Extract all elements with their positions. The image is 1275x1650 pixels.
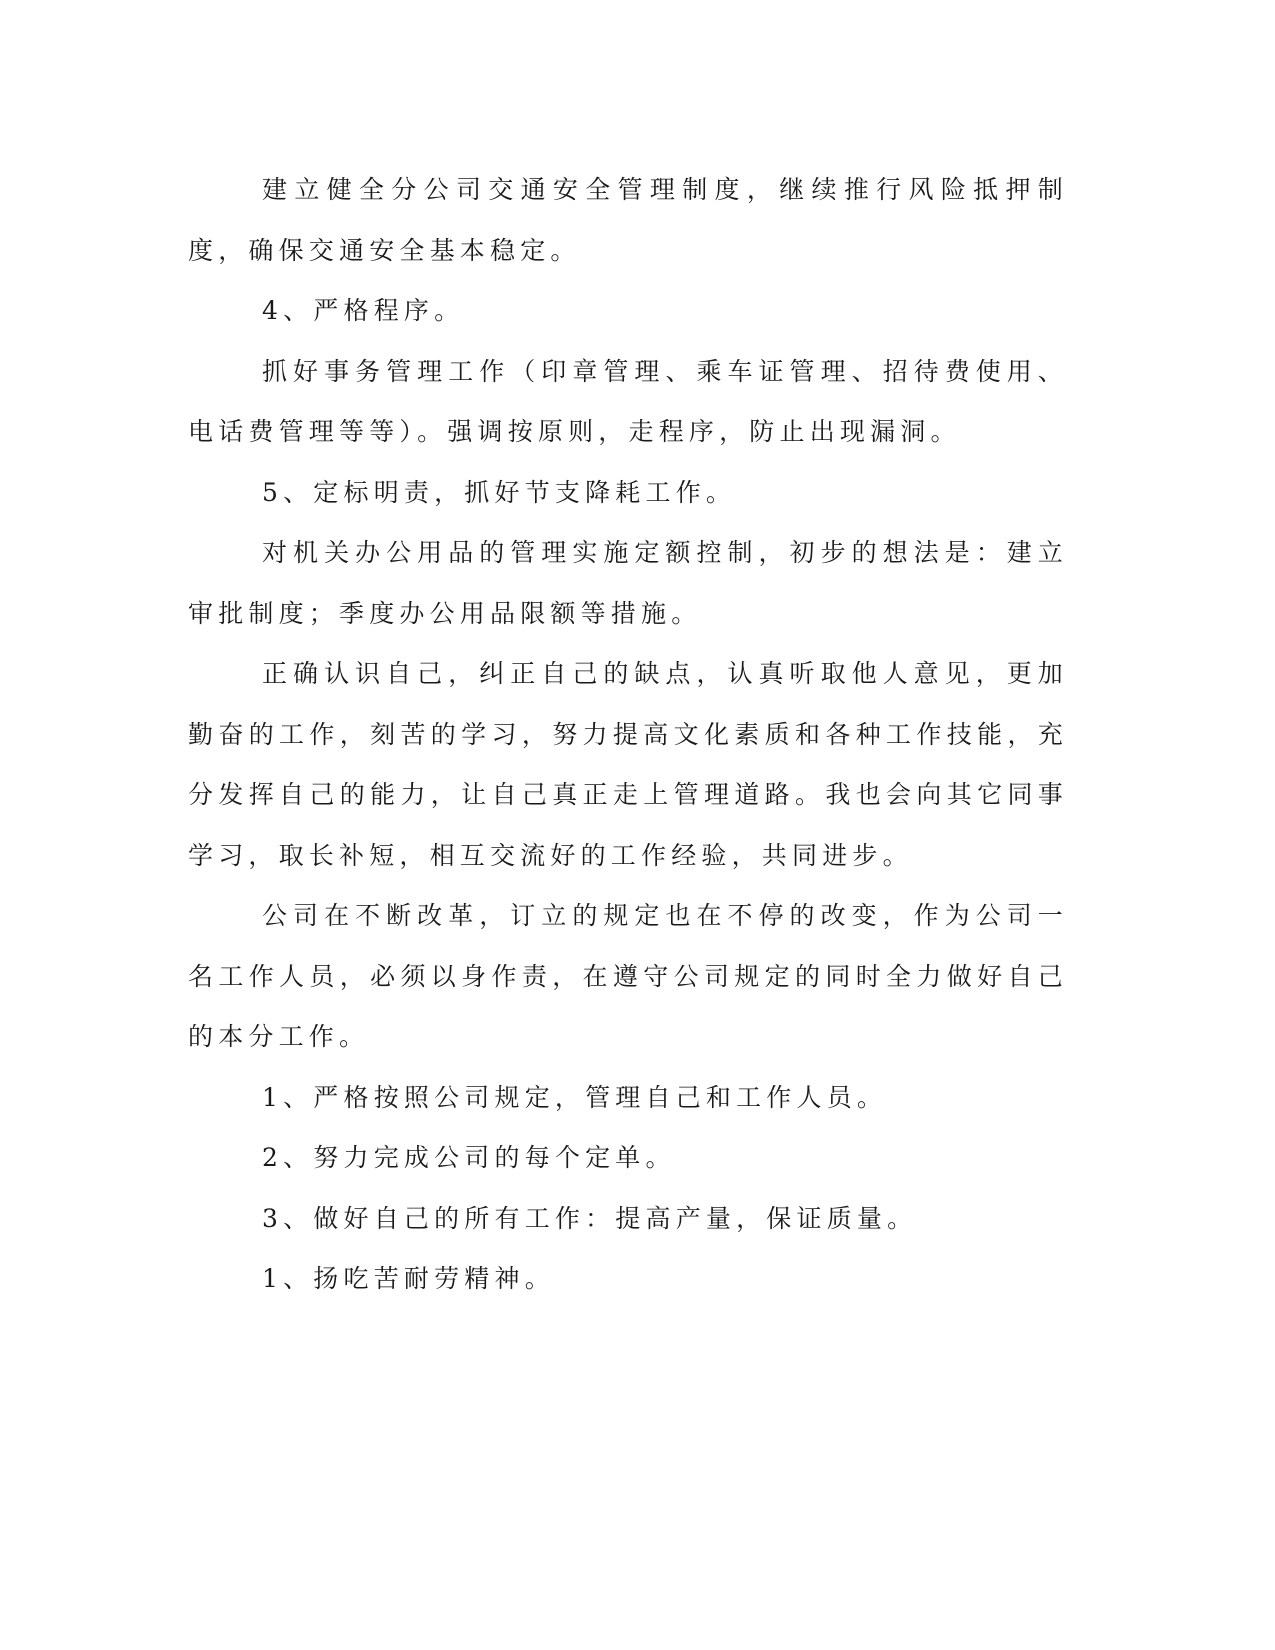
list-item-hard-work-spirit: 1、扬吃苦耐劳精神。 <box>262 1264 555 1293</box>
paragraph-company-reform: 公司在不断改革，订立的规定也在不停的改变，作为公司一名工作人员，必须以身作责，在遵守公司规定的同时全力做好自己的本分工作。 <box>188 901 1068 1051</box>
list-item-quality-output: 3、做好自己的所有工作：提高产量，保证质量。 <box>262 1203 918 1233</box>
paragraph-self-improvement: 正确认识自己，纠正自己的缺点，认真听取他人意见，更加勤奋的工作，刻苦的学习，努力提高文化素质和各种工作技能，充分发挥自己的能力，让自己真正走上管理道路。我也会向其它同事学习，取长补短，相互交流好的工作经验，共同进步。 <box>188 659 1068 870</box>
paragraph-affairs-management: 抓好事务管理工作（印章管理、乘车证管理、招待费使用、电话费管理等等）。强调按原则，走程序，防止出现漏洞。 <box>188 356 1068 446</box>
list-item-follow-rules: 1、严格按照公司规定，管理自己和工作人员。 <box>262 1082 888 1112</box>
paragraph-traffic-safety: 建立健全分公司交通安全管理制度，继续推行风险抵押制度，确保交通安全基本稳定。 <box>188 175 1068 265</box>
paragraph-office-supplies: 对机关办公用品的管理实施定额控制，初步的想法是：建立审批制度；季度办公用品限额等措施。 <box>188 538 1068 628</box>
paragraph-heading-strict-procedure: 4、严格程序。 <box>262 296 465 325</box>
document-body <box>188 160 1068 1310</box>
list-item-complete-orders: 2、努力完成公司的每个定单。 <box>262 1143 676 1172</box>
paragraph-heading-cost-saving: 5、定标明责，抓好节支降耗工作。 <box>262 477 737 507</box>
